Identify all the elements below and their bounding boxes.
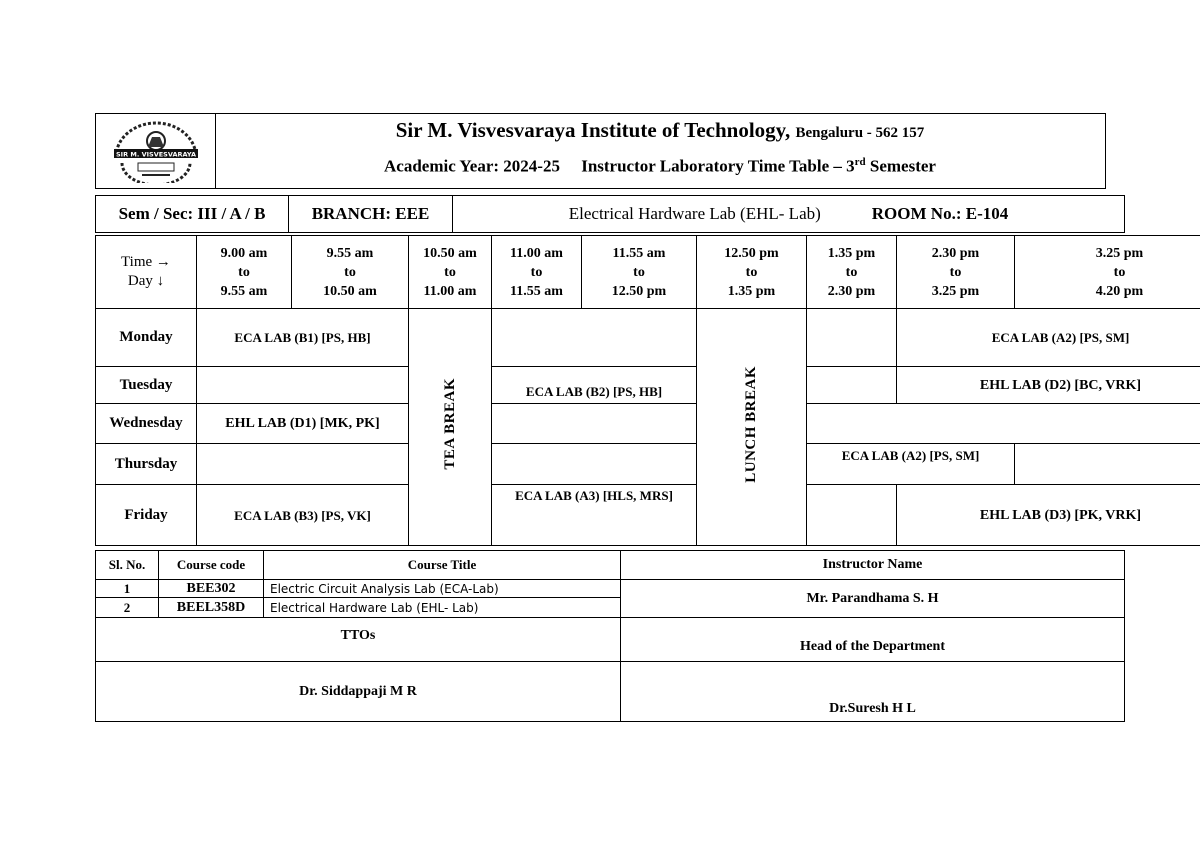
corner-top: Time → <box>121 254 171 270</box>
slot-3: 10.50 am to 11.00 am <box>409 236 492 309</box>
course-2-code: BEEL358D <box>159 598 264 618</box>
empty-wed-afternoon <box>807 404 1200 444</box>
course-2-sl: 2 <box>96 598 159 618</box>
timetable <box>95 235 1200 546</box>
empty-mon-mid <box>492 309 697 367</box>
academic-year: Academic Year: 2024-25 <box>384 156 560 176</box>
entry-fri-mid: ECA LAB (A3) [HLS, MRS] <box>492 485 697 546</box>
day-monday: Monday <box>96 309 197 367</box>
time-header-row <box>96 236 1200 309</box>
entry-fri-afternoon: EHL LAB (D3) [PK, VRK] <box>897 485 1200 546</box>
slot-5: 11.55 am to 12.50 pm <box>582 236 697 309</box>
title-suffix: Semester <box>865 156 936 176</box>
hod-label: Head of the Department <box>621 618 1125 662</box>
day-tuesday: Tuesday <box>96 367 197 404</box>
institute-seal-icon <box>108 119 204 183</box>
institute-title <box>215 118 1105 143</box>
entry-tue-afternoon: EHL LAB (D2) [BC, VRK] <box>897 367 1200 404</box>
signature-name-row <box>96 662 1125 722</box>
course-table <box>95 550 1125 722</box>
row-thursday <box>96 444 1200 485</box>
branch: BRANCH: EEE <box>289 196 453 233</box>
lab-name: Electrical Hardware Lab (EHL- Lab) <box>568 204 821 223</box>
lab-room-cell <box>453 196 1125 233</box>
signature-label-row <box>96 618 1125 662</box>
header-box <box>95 113 1106 189</box>
empty-thu-mid <box>492 444 697 485</box>
room-number: ROOM No.: E-104 <box>871 204 1009 223</box>
lunch-break-cell <box>697 309 807 546</box>
empty-tue-morning <box>197 367 409 404</box>
sem-sec: Sem / Sec: III / A / B <box>96 196 289 233</box>
institute-logo <box>96 114 216 188</box>
course-1-sl: 1 <box>96 580 159 598</box>
slot-7: 1.35 pm to 2.30 pm <box>807 236 897 309</box>
institute-location: Bengaluru - 562 157 <box>795 125 925 141</box>
empty-fri-135 <box>807 485 897 546</box>
instructor-name: Mr. Parandhama S. H <box>621 580 1125 618</box>
institute-name: Sir M. Visvesvaraya Institute of Technology, <box>395 118 791 142</box>
course-header-row <box>96 551 1125 580</box>
course-2-title: Electrical Hardware Lab (EHL- Lab) <box>264 598 621 618</box>
entry-mon-morning: ECA LAB (B1) [PS, HB] <box>197 309 409 367</box>
title-sup: rd <box>854 156 866 168</box>
entry-tue-mid: ECA LAB (B2) [PS, HB] <box>492 367 697 404</box>
ttos-name: Dr. Siddappaji M R <box>96 662 621 722</box>
day-wednesday: Wednesday <box>96 404 197 444</box>
row-monday <box>96 309 1200 367</box>
header-title: Course Title <box>264 551 621 580</box>
slot-8: 2.30 pm to 3.25 pm <box>897 236 1015 309</box>
lunch-break: LUNCH BREAK <box>743 365 759 483</box>
slot-9: 3.25 pm to 4.20 pm <box>1015 236 1200 309</box>
empty-mon-135 <box>807 309 897 367</box>
row-tuesday <box>96 367 1200 404</box>
day-friday: Friday <box>96 485 197 546</box>
empty-thu-morning <box>197 444 409 485</box>
header-code: Course code <box>159 551 264 580</box>
slot-1: 9.00 am to 9.55 am <box>197 236 292 309</box>
entry-fri-morning: ECA LAB (B3) [PS, VK] <box>197 485 409 546</box>
corner-cell <box>96 236 197 309</box>
entry-thu-afternoon: ECA LAB (A2) [PS, SM] <box>807 444 1015 485</box>
tea-break-cell <box>409 309 492 546</box>
row-wednesday <box>96 404 1200 444</box>
info-bar <box>95 195 1125 233</box>
entry-mon-afternoon: ECA LAB (A2) [PS, SM] <box>897 309 1200 367</box>
logo-text: SIR M. VISVESVARAYA <box>115 150 196 159</box>
empty-tue-135 <box>807 367 897 404</box>
course-row-1 <box>96 580 1125 598</box>
slot-2: 9.55 am to 10.50 am <box>292 236 409 309</box>
course-1-code: BEE302 <box>159 580 264 598</box>
timetable-title <box>215 156 1105 177</box>
empty-wed-mid <box>492 404 697 444</box>
header-instructor: Instructor Name <box>621 551 1125 580</box>
tea-break: TEA BREAK <box>441 378 458 470</box>
empty-thu-325 <box>1015 444 1200 485</box>
hod-name: Dr.Suresh H L <box>621 662 1125 722</box>
title-prefix: Instructor Laboratory Time Table – 3 <box>581 156 855 176</box>
course-1-title: Electric Circuit Analysis Lab (ECA-Lab) <box>264 580 621 598</box>
header-sl: Sl. No. <box>96 551 159 580</box>
entry-wed-morning: EHL LAB (D1) [MK, PK] <box>197 404 409 444</box>
slot-4: 11.00 am to 11.55 am <box>492 236 582 309</box>
slot-6: 12.50 pm to 1.35 pm <box>697 236 807 309</box>
day-thursday: Thursday <box>96 444 197 485</box>
corner-bottom: Day ↓ <box>127 273 165 289</box>
row-friday <box>96 485 1200 546</box>
ttos-label: TTOs <box>96 618 621 662</box>
